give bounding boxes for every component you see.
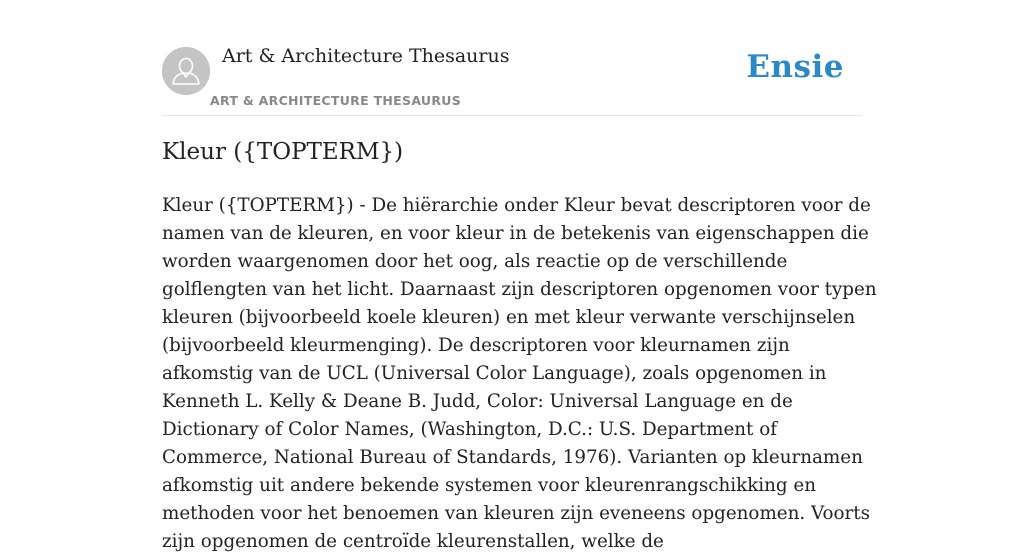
article-body: Kleur ({TOPTERM}) - De hiërarchie onder Kleur bevat descriptoren voor de namen van de kleuren, en voor kleur in de betekenis van eigenschappen die worden waargenomen door het oog, als reactie op de verschillende golflengten van het licht. Daarnaast zijn descriptoren opgenomen voor typen kleuren (bijvoorbeeld koele kleuren) en met kleur verwante verschijnselen (bijvoorbeeld kleurmenging). De descriptoren voor kleurnamen zijn afkomstig van de UCL (Universal Color Language), zoals opgenomen in Kenneth L. Kelly & Deane B. Judd, Color: Universal Language en de Dictionary of Color Names, (Washington, D.C.: U.S. Department of Commerce, National Bureau of Standards, 1976). Varianten op kleurnamen afkomstig uit andere bekende systemen voor kleurenrangschikking en methoden voor het benoemen van kleuren zijn eveneens opgenomen. Voorts zijn opgenomen de centroïde kleurenstallen, welke de [162,195,877,552]
content-column [162,0,877,552]
author-header [162,0,862,116]
article-title: Kleur ({TOPTERM}) [162,139,404,165]
author-subtitle[interactable]: ART & ARCHITECTURE THESAURUS [210,93,462,108]
user-avatar-icon [162,47,210,95]
ensie-logo[interactable]: Ensie [746,49,844,85]
author-name[interactable]: Art & Architecture Thesaurus [222,45,510,67]
avatar[interactable] [162,47,210,95]
